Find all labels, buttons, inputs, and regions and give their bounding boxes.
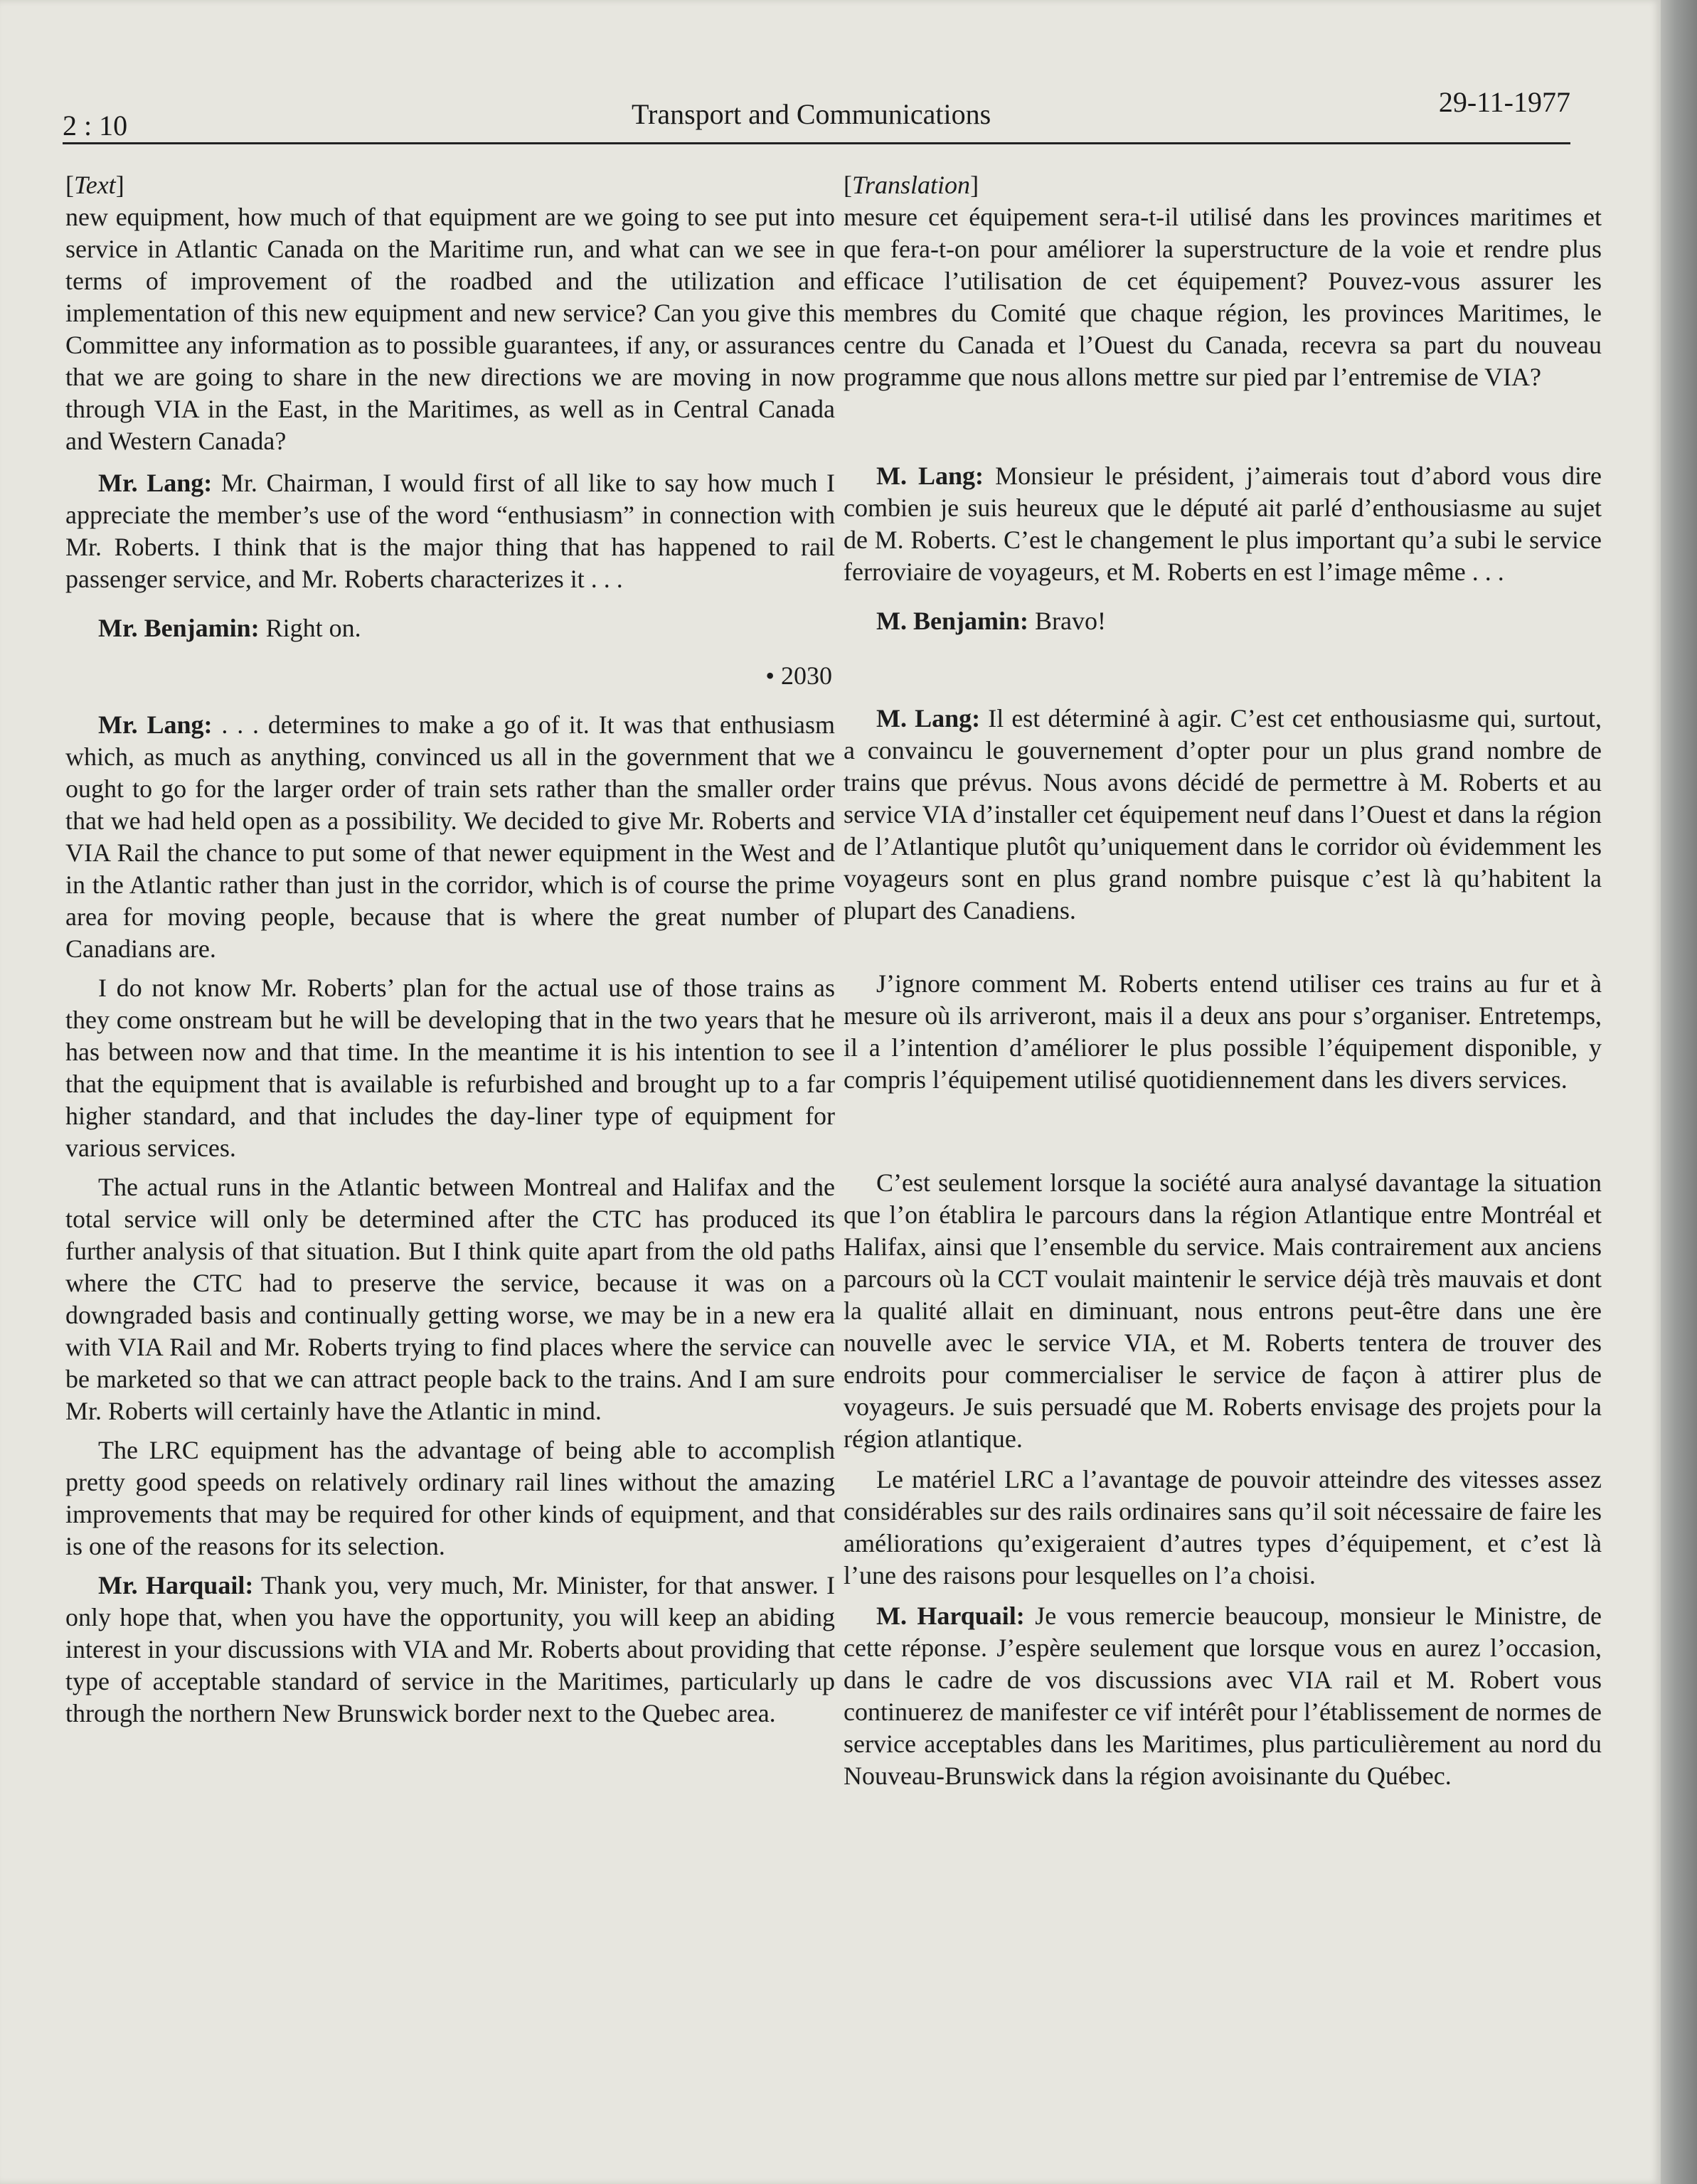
french-paragraph-1: mesure cet équipement sera-t-il utilisé dans les provinces maritimes et que fera-t-on pour améliorer la superstructure de la voie et rendre plus efficace l’utilisation de cet équipement? Pouvez-vous assurer les membres du Comité que chaque région, les provinces Maritimes, le centre du Canada et l’Ouest du Canada, recevra sa part du nouveau programme que nous allons mettre sur pied par l’entremise de VIA? — [844, 203, 1602, 391]
speaker-name: M. Harquail: — [876, 1602, 1025, 1630]
speaker-name: Mr. Harquail: — [98, 1571, 254, 1599]
english-paragraph-8: Mr. Harquail: Thank you, very much, Mr. Minister, for that answer. I only hope that, when you have the opportunity, you will keep an abiding interest in your discussions with VIA and Mr. Roberts about providing that type of acceptable standard of service in the Maritimes, particularly up through the northern New Brunswick border next to the Quebec area. — [65, 1571, 835, 1727]
speaker-name: M. Benjamin: — [876, 607, 1028, 635]
english-paragraph-6: The actual runs in the Atlantic between Montreal and Halifax and the total service will only be determined after the CTC has produced its further analysis of that situation. But I think quite apart from the old paths where the CTC had to preserve the service, because it was on a downgraded basis and continually getting worse, we may be in a new era with VIA Rail and Mr. Roberts trying to find places where the service can be marketed so that we can attract people back to the trains. And I am sure Mr. Roberts will certainly have the Atlantic in mind. — [65, 1173, 835, 1425]
speaker-name: M. Lang: — [876, 704, 981, 733]
speaker-name: Mr. Lang: — [98, 710, 213, 739]
french-paragraph-7: Le matériel LRC a l’avantage de pouvoir atteindre des vitesses assez considérables sur des rails ordinaires sans qu’il soit nécessaire de faire les améliorations qu’exigeraient d’autres types d’équipement, et c’est là l’une des raisons pour lesquelles on l’a choisi. — [844, 1465, 1602, 1589]
running-title: Transport and Communications — [632, 98, 991, 130]
translation-label: [Translation] — [844, 171, 979, 199]
french-column — [844, 169, 1602, 1792]
french-paragraph-8: M. Harquail: Je vous remercie beaucoup, monsieur le Ministre, de cette réponse. J’espère seulement que lorsque vous en aurez l’occasion, dans le cadre de vos discussions avec VIA rail et M. Robert vous continuerez de manifester ce vif intérêt pour l’établissement de normes de service acceptables dans les Maritimes, plus particulièrement au nord du Nouveau-Brunswick dans la région avoisinante du Québec. — [844, 1602, 1602, 1790]
french-paragraph-4: M. Lang: Il est déterminé à agir. C’est cet enthousiasme qui, surtout, a convaincu le gouvernement d’opter pour un plus grand nombre de trains que prévus. Nous avons décidé de permettre à M. Roberts et au service VIA d’installer cet équipement neuf dans l’Ouest et dans la région de l’Atlantique plutôt qu’uniquement dans le corridor où évidemment les voyageurs sont en plus grand nombre puisque c’est là qu’habitent la plupart des Canadiens. — [844, 704, 1602, 925]
english-column — [65, 169, 835, 1730]
english-paragraph-1: new equipment, how much of that equipment are we going to see put into service in Atlantic Canada on the Maritime run, and what can we see in terms of improvement of the roadbed and the utilization and implementation of this new equipment and new service? Can you give this Committee any information as to possible guarantees, if any, or assurances that we are going to share in the new directions we are moving in now through VIA in the East, in the Maritimes, as well as in Central Canada and Western Canada? — [65, 203, 835, 455]
page-edge — [1661, 0, 1697, 2184]
speaker-name: Mr. Lang: — [98, 469, 213, 497]
french-paragraph-5: J’ignore comment M. Roberts entend utiliser ces trains au fur et à mesure où ils arriveront, mais il a deux ans pour s’organiser. Entretemps, il a l’intention d’améliorer le plus possible l’équipement disponible, y compris l’équipement utilisé quotidiennement dans les divers services. — [844, 969, 1602, 1094]
speaker-name: Mr. Benjamin: — [98, 614, 260, 642]
french-paragraph-3: M. Benjamin: Bravo! — [876, 607, 1106, 635]
page-header — [63, 68, 1570, 144]
english-paragraph-7: The LRC equipment has the advantage of being able to accomplish pretty good speeds on relatively ordinary rail lines without the amazing improvements that may be required for other kinds of equipment, and that is one of the reasons for its selection. — [65, 1436, 835, 1560]
header-date: 29-11-1977 — [1438, 86, 1570, 118]
speaker-name: M. Lang: — [876, 462, 984, 490]
english-paragraph-5: I do not know Mr. Roberts’ plan for the actual use of those trains as they come onstream but he will be developing that in the two years that he has between now and that time. In the meantime it is his intention to see that the equipment that is available is refurbished and brought up to a far higher standard, and that includes the day-liner type of equipment for various services. — [65, 974, 835, 1162]
english-paragraph-4: Mr. Lang: . . . determines to make a go of it. It was that enthusiasm which, as much as anything, convinced us all in the government that we ought to go for the larger order of train sets rather than the smaller order that we had held open as a possibility. We decided to give Mr. Roberts and VIA Rail the chance to put some of that newer equipment in the West and in the Atlantic rather than just in the corridor, which is of course the prime area for moving people, because that is where the great number of Canadians are. — [65, 710, 836, 963]
english-paragraph-3: Mr. Benjamin: Right on. — [98, 614, 361, 642]
french-paragraph-2: M. Lang: Monsieur le président, j’aimerais tout d’abord vous dire combien je suis heureux que le député ait parlé d’enthousiasme au sujet de M. Roberts. C’est le changement le plus important qu’a subi le service ferroviaire de voyageurs, et M. Roberts en est l’image même . . . — [844, 462, 1602, 586]
text-label: [Text] — [65, 171, 124, 199]
english-paragraph-2: Mr. Lang: Mr. Chairman, I would first of all like to say how much I appreciate the member’s use of the word “enthusiasm” in connection with Mr. Roberts. I think that is the major thing that has happened to rail passenger service, and Mr. Roberts characterizes it . . . — [65, 469, 835, 593]
time-marker: • 2030 — [765, 661, 832, 690]
page-number: 2 : 10 — [63, 110, 128, 142]
french-paragraph-6: C’est seulement lorsque la société aura analysé davantage la situation que l’on établira le parcours dans la région Atlantique entre Montréal et Halifax, ainsi que l’ensemble du service. Mais contrairement aux anciens parcours où la CCT voulait maintenir le service déjà très mauvais et dont la qualité allait en diminuant, nous entrons peut-être dans une ère nouvelle avec le service VIA, et M. Roberts tentera de trouver des endroits pour commercialiser le service de façon à attirer plus de voyageurs. Je suis persuadé que M. Roberts envisage des projets pour la région atlantique. — [844, 1168, 1602, 1453]
